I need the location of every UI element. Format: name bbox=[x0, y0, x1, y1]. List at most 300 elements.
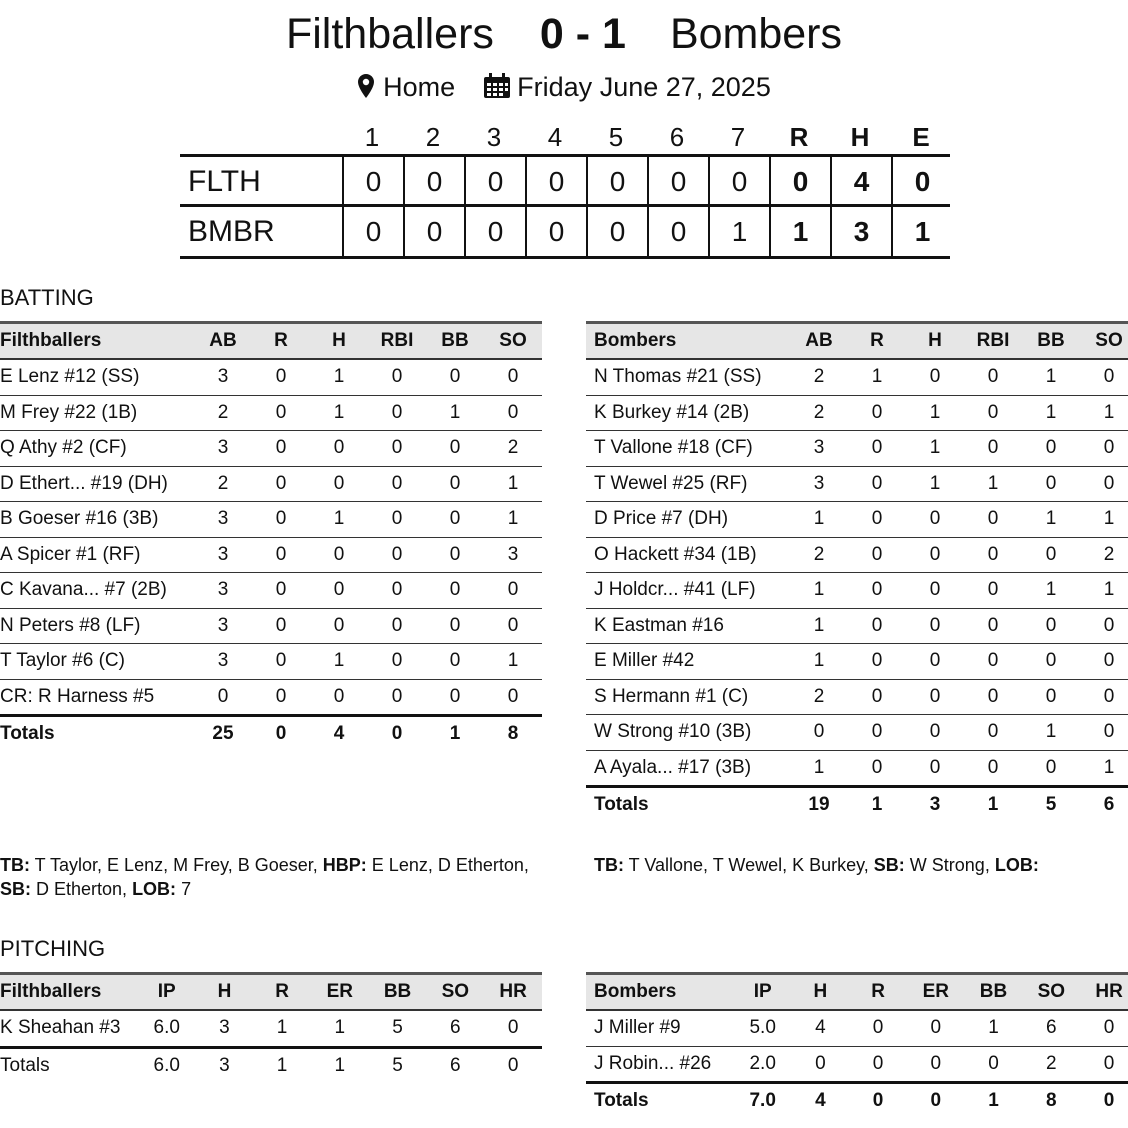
column-header: Bombers bbox=[586, 974, 734, 1011]
linescore-cell: 0 bbox=[342, 207, 403, 257]
stat-cell: 0 bbox=[906, 359, 964, 395]
stat-cell: 3 bbox=[790, 431, 848, 467]
stat-cell: 3 bbox=[194, 431, 252, 467]
totals-row bbox=[586, 787, 1128, 823]
table-row bbox=[0, 502, 542, 538]
totals-label: Totals bbox=[594, 1090, 649, 1112]
totals-cell: 1 bbox=[276, 1054, 288, 1076]
stat-cell: 0 bbox=[848, 715, 906, 751]
column-header: BB bbox=[965, 974, 1023, 1011]
stat-cell: 0 bbox=[964, 750, 1022, 787]
column-header: H bbox=[196, 974, 254, 1011]
stat-cell: 0 bbox=[1080, 644, 1128, 680]
table-row bbox=[586, 395, 1128, 431]
table-row bbox=[0, 1010, 542, 1047]
stat-cell: 1 bbox=[790, 573, 848, 609]
player-name: D Ethert... #19 (DH) bbox=[0, 466, 194, 502]
totals-cell: 1 bbox=[449, 723, 461, 745]
stat-cell: 3 bbox=[194, 537, 252, 573]
column-header: AB bbox=[194, 323, 252, 360]
totals-cell: 0 bbox=[507, 1054, 519, 1076]
stat-cell: 0 bbox=[964, 573, 1022, 609]
table-row bbox=[586, 715, 1128, 751]
stat-cell: 0 bbox=[426, 644, 484, 680]
column-header: H bbox=[792, 974, 850, 1011]
table-row bbox=[0, 466, 542, 502]
player-name: B Goeser #16 (3B) bbox=[0, 502, 194, 538]
stat-cell: 1 bbox=[426, 395, 484, 431]
linescore-bottom-rule bbox=[180, 256, 950, 259]
note-text: W Strong, bbox=[904, 855, 995, 875]
stat-cell: 0 bbox=[906, 537, 964, 573]
stat-cell: 3 bbox=[790, 466, 848, 502]
totals-cell: 5 bbox=[392, 1054, 403, 1076]
linescore-cell: 0 bbox=[586, 207, 647, 257]
stat-cell: 0 bbox=[368, 359, 426, 395]
stat-cell: 0 bbox=[848, 502, 906, 538]
stat-cell: 0 bbox=[848, 466, 906, 502]
totals-cell: 0 bbox=[872, 1090, 884, 1112]
column-header: BB bbox=[369, 974, 427, 1011]
stat-cell: 0 bbox=[426, 679, 484, 716]
stat-cell: 1 bbox=[1080, 750, 1128, 787]
stat-cell: 0 bbox=[368, 608, 426, 644]
linescore-team: FLTH bbox=[188, 165, 261, 198]
table-row bbox=[586, 1010, 1128, 1046]
stat-cell: 1 bbox=[1022, 573, 1080, 609]
linescore-header-2: 2 bbox=[425, 122, 441, 152]
linescore-cell: 0 bbox=[891, 157, 952, 207]
note-label: LOB: bbox=[994, 855, 1039, 875]
stat-cell: 0 bbox=[964, 502, 1022, 538]
note-label: TB: bbox=[0, 855, 30, 875]
stat-cell: 0 bbox=[252, 502, 310, 538]
linescore-cell: 1 bbox=[708, 207, 769, 257]
player-name: E Miller #42 bbox=[586, 644, 790, 680]
linescore-cell: 0 bbox=[769, 157, 830, 207]
stat-cell: 0 bbox=[310, 537, 368, 573]
stat-cell: 0 bbox=[252, 573, 310, 609]
totals-cell: 6 bbox=[450, 1054, 461, 1076]
linescore-cell: 1 bbox=[891, 207, 952, 257]
stat-cell: 6 bbox=[1022, 1010, 1080, 1046]
batting-notes-home bbox=[0, 853, 540, 901]
stat-cell: 1 bbox=[484, 502, 542, 538]
column-header: BB bbox=[1022, 323, 1080, 360]
linescore-cell: 0 bbox=[403, 207, 464, 257]
totals-cell: 1 bbox=[987, 794, 999, 816]
stat-cell: 2.0 bbox=[734, 1046, 792, 1083]
linescore-cell: 0 bbox=[586, 157, 647, 207]
column-header: R bbox=[253, 974, 311, 1011]
linescore-header-1: 1 bbox=[364, 122, 380, 152]
stat-cell: 0 bbox=[964, 431, 1022, 467]
totals-cell: 1 bbox=[871, 794, 883, 816]
stat-cell: 0 bbox=[906, 573, 964, 609]
batting-section-title: BATTING bbox=[0, 285, 94, 310]
player-name: N Peters #8 (LF) bbox=[0, 608, 194, 644]
linescore-header-4: 4 bbox=[547, 122, 563, 152]
stat-cell: 0 bbox=[848, 431, 906, 467]
stat-cell: 0 bbox=[1080, 1046, 1128, 1083]
stat-cell: 0 bbox=[849, 1010, 907, 1046]
stat-cell: 2 bbox=[484, 431, 542, 467]
column-header: SO bbox=[484, 323, 542, 360]
stat-cell: 2 bbox=[194, 395, 252, 431]
stat-cell: 0 bbox=[368, 537, 426, 573]
linescore-header-e: E bbox=[912, 122, 930, 152]
stat-cell: 0 bbox=[426, 608, 484, 644]
table-row bbox=[0, 608, 542, 644]
player-name: A Spicer #1 (RF) bbox=[0, 537, 194, 573]
table-row bbox=[586, 750, 1128, 787]
away-team-name: Bombers bbox=[669, 10, 843, 58]
stat-cell: 0 bbox=[368, 679, 426, 716]
column-header: IP bbox=[734, 974, 792, 1011]
stat-cell: 0 bbox=[790, 715, 848, 751]
player-name: T Vallone #18 (CF) bbox=[586, 431, 790, 467]
linescore-header-7: 7 bbox=[730, 122, 746, 152]
table-row bbox=[586, 502, 1128, 538]
totals-label: Totals bbox=[0, 723, 55, 745]
stat-cell: 0 bbox=[964, 608, 1022, 644]
stat-cell: 0 bbox=[252, 679, 310, 716]
stat-cell: 0 bbox=[426, 502, 484, 538]
stat-cell: 1 bbox=[484, 644, 542, 680]
batting-table-away bbox=[586, 321, 1128, 823]
stat-cell: 0 bbox=[1022, 644, 1080, 680]
stat-cell: 0 bbox=[848, 608, 906, 644]
linescore-cell: 0 bbox=[647, 207, 708, 257]
column-header: Filthballers bbox=[0, 974, 138, 1011]
stat-cell: 0 bbox=[906, 750, 964, 787]
linescore-cell: 0 bbox=[525, 157, 586, 207]
note-text: D Etherton, bbox=[31, 879, 133, 899]
player-name: M Frey #22 (1B) bbox=[0, 395, 194, 431]
stat-cell: 1 bbox=[906, 466, 964, 502]
stat-cell: 0 bbox=[964, 644, 1022, 680]
column-header: HR bbox=[1080, 974, 1128, 1011]
stat-cell: 2 bbox=[1080, 537, 1128, 573]
location-pin-icon bbox=[357, 73, 375, 106]
stat-cell: 2 bbox=[790, 359, 848, 395]
stat-cell: 0 bbox=[792, 1046, 850, 1083]
stat-cell: 0 bbox=[1022, 431, 1080, 467]
stat-cell: 0 bbox=[906, 502, 964, 538]
stat-cell: 0 bbox=[252, 395, 310, 431]
table-row bbox=[586, 1046, 1128, 1083]
stat-cell: 0 bbox=[426, 466, 484, 502]
linescore-header-r: R bbox=[789, 122, 809, 152]
stat-cell: 0 bbox=[1080, 679, 1128, 715]
line-score bbox=[180, 118, 950, 260]
linescore-cell: 0 bbox=[464, 207, 525, 257]
stat-cell: 0 bbox=[848, 679, 906, 715]
player-name: A Ayala... #17 (3B) bbox=[586, 750, 790, 787]
totals-cell: 25 bbox=[212, 723, 234, 745]
totals-cell: 6 bbox=[1103, 794, 1115, 816]
stat-cell: 1 bbox=[1022, 502, 1080, 538]
table-header-row bbox=[0, 974, 542, 1011]
linescore-team: BMBR bbox=[188, 215, 275, 248]
column-header: IP bbox=[138, 974, 196, 1011]
player-name: D Price #7 (DH) bbox=[586, 502, 790, 538]
stat-cell: 3 bbox=[484, 537, 542, 573]
stat-cell: 0 bbox=[906, 608, 964, 644]
player-name: C Kavana... #7 (2B) bbox=[0, 573, 194, 609]
stat-cell: 0 bbox=[368, 644, 426, 680]
stat-cell: 0 bbox=[484, 1010, 542, 1047]
column-header: Bombers bbox=[586, 323, 790, 360]
linescore-header-6: 6 bbox=[669, 122, 685, 152]
stat-cell: 1 bbox=[310, 502, 368, 538]
game-score: 0 - 1 bbox=[539, 10, 626, 58]
table-row bbox=[0, 395, 542, 431]
table-header-row bbox=[586, 323, 1128, 360]
stat-cell: 1 bbox=[310, 644, 368, 680]
note-label: TB: bbox=[594, 855, 624, 875]
stat-cell: 0 bbox=[964, 395, 1022, 431]
note-text: 7 bbox=[176, 879, 192, 899]
table-row bbox=[0, 537, 542, 573]
totals-row bbox=[586, 1083, 1128, 1119]
linescore-cell: 0 bbox=[342, 157, 403, 207]
stat-cell: 0 bbox=[906, 644, 964, 680]
stat-cell: 0 bbox=[368, 431, 426, 467]
totals-label: Totals bbox=[0, 1054, 50, 1076]
player-name: T Wewel #25 (RF) bbox=[586, 466, 790, 502]
linescore-cell: 1 bbox=[769, 207, 830, 257]
note-text: E Lenz, D Etherton, bbox=[366, 855, 529, 875]
stat-cell: 0 bbox=[1080, 466, 1128, 502]
player-name: K Burkey #14 (2B) bbox=[586, 395, 790, 431]
linescore-row bbox=[180, 154, 950, 207]
player-name: K Sheahan #3 bbox=[0, 1010, 138, 1047]
stat-cell: 0 bbox=[310, 466, 368, 502]
stat-cell: 0 bbox=[484, 679, 542, 716]
stat-cell: 0 bbox=[964, 715, 1022, 751]
stat-cell: 3 bbox=[194, 573, 252, 609]
column-header: AB bbox=[790, 323, 848, 360]
stat-cell: 6.0 bbox=[138, 1010, 196, 1047]
stat-cell: 0 bbox=[1080, 608, 1128, 644]
totals-cell: 0 bbox=[275, 723, 287, 745]
note-text: T Vallone, T Wewel, K Burkey, bbox=[624, 855, 874, 875]
stat-cell: 0 bbox=[1080, 431, 1128, 467]
totals-cell: 0 bbox=[391, 723, 403, 745]
stat-cell: 2 bbox=[790, 395, 848, 431]
stat-cell: 0 bbox=[194, 679, 252, 716]
stat-cell: 0 bbox=[484, 395, 542, 431]
stat-cell: 0 bbox=[252, 608, 310, 644]
player-name: J Miller #9 bbox=[586, 1010, 734, 1046]
stat-cell: 0 bbox=[964, 679, 1022, 715]
table-row bbox=[0, 679, 542, 716]
stat-cell: 0 bbox=[368, 395, 426, 431]
table-row bbox=[586, 679, 1128, 715]
stat-cell: 0 bbox=[484, 608, 542, 644]
stat-cell: 0 bbox=[906, 679, 964, 715]
player-name: CR: R Harness #5 bbox=[0, 679, 194, 716]
totals-row bbox=[0, 1047, 542, 1083]
stat-cell: 0 bbox=[1080, 359, 1128, 395]
stat-cell: 2 bbox=[1022, 1046, 1080, 1083]
stat-cell: 0 bbox=[310, 573, 368, 609]
stat-cell: 2 bbox=[194, 466, 252, 502]
linescore-cell: 4 bbox=[830, 157, 891, 207]
stat-cell: 5.0 bbox=[734, 1010, 792, 1046]
pitching-table-home bbox=[0, 972, 542, 1083]
game-meta bbox=[0, 72, 1128, 106]
stat-cell: 0 bbox=[484, 359, 542, 395]
stat-cell: 1 bbox=[790, 502, 848, 538]
stat-cell: 0 bbox=[252, 431, 310, 467]
stat-cell: 1 bbox=[1080, 502, 1128, 538]
stat-cell: 3 bbox=[196, 1010, 254, 1047]
column-header: R bbox=[848, 323, 906, 360]
column-header: BB bbox=[426, 323, 484, 360]
linescore-cell: 0 bbox=[647, 157, 708, 207]
stat-cell: 2 bbox=[790, 537, 848, 573]
stat-cell: 0 bbox=[965, 1046, 1023, 1083]
column-header: SO bbox=[426, 974, 484, 1011]
home-team-name: Filthballers bbox=[285, 10, 494, 58]
stat-cell: 3 bbox=[194, 359, 252, 395]
player-name: W Strong #10 (3B) bbox=[586, 715, 790, 751]
linescore-header-3: 3 bbox=[486, 122, 502, 152]
linescore-cell: 0 bbox=[708, 157, 769, 207]
table-header-row bbox=[586, 974, 1128, 1011]
note-label: SB: bbox=[0, 879, 31, 899]
stat-cell: 0 bbox=[368, 573, 426, 609]
column-header: H bbox=[310, 323, 368, 360]
stat-cell: 1 bbox=[906, 395, 964, 431]
stat-cell: 1 bbox=[790, 750, 848, 787]
totals-cell: 8 bbox=[507, 723, 519, 745]
totals-cell: 7.0 bbox=[749, 1090, 776, 1112]
stat-cell: 1 bbox=[1080, 573, 1128, 609]
table-header-row bbox=[0, 323, 542, 360]
stat-cell: 1 bbox=[310, 395, 368, 431]
game-date: Friday June 27, 2025 bbox=[517, 72, 771, 102]
stat-cell: 3 bbox=[194, 502, 252, 538]
game-title bbox=[0, 10, 1128, 59]
table-row bbox=[586, 537, 1128, 573]
column-header: ER bbox=[311, 974, 369, 1011]
table-row bbox=[0, 573, 542, 609]
column-header: ER bbox=[907, 974, 965, 1011]
stat-cell: 6 bbox=[426, 1010, 484, 1047]
stat-cell: 3 bbox=[194, 608, 252, 644]
stat-cell: 1 bbox=[906, 431, 964, 467]
stat-cell: 0 bbox=[252, 466, 310, 502]
player-name: T Taylor #6 (C) bbox=[0, 644, 194, 680]
player-name: J Holdcr... #41 (LF) bbox=[586, 573, 790, 609]
stat-cell: 0 bbox=[252, 644, 310, 680]
totals-cell: 19 bbox=[808, 794, 830, 816]
stat-cell: 0 bbox=[849, 1046, 907, 1083]
player-name: K Eastman #16 bbox=[586, 608, 790, 644]
stat-cell: 1 bbox=[1080, 395, 1128, 431]
totals-cell: 1 bbox=[988, 1090, 999, 1112]
totals-cell: 0 bbox=[1103, 1090, 1115, 1112]
column-header: SO bbox=[1080, 323, 1128, 360]
stat-cell: 0 bbox=[1022, 750, 1080, 787]
linescore-cell: 0 bbox=[403, 157, 464, 207]
stat-cell: 1 bbox=[1022, 359, 1080, 395]
batting-table-home bbox=[0, 321, 542, 752]
stat-cell: 0 bbox=[907, 1010, 965, 1046]
totals-cell: 1 bbox=[334, 1054, 346, 1076]
stat-cell: 4 bbox=[792, 1010, 850, 1046]
stat-cell: 1 bbox=[964, 466, 1022, 502]
stat-cell: 0 bbox=[252, 537, 310, 573]
linescore-cell: 3 bbox=[830, 207, 891, 257]
note-text: T Taylor, E Lenz, M Frey, B Goeser, bbox=[30, 855, 323, 875]
stat-cell: 5 bbox=[369, 1010, 427, 1047]
table-row bbox=[586, 573, 1128, 609]
totals-row bbox=[0, 716, 542, 752]
totals-cell: 3 bbox=[929, 794, 941, 816]
table-row bbox=[0, 431, 542, 467]
calendar-icon bbox=[483, 73, 511, 106]
player-name: E Lenz #12 (SS) bbox=[0, 359, 194, 395]
column-header: SO bbox=[1022, 974, 1080, 1011]
column-header: RBI bbox=[964, 323, 1022, 360]
totals-cell: 5 bbox=[1045, 794, 1057, 816]
note-label: LOB: bbox=[132, 879, 177, 899]
column-header: R bbox=[252, 323, 310, 360]
stat-cell: 1 bbox=[1022, 395, 1080, 431]
stat-cell: 1 bbox=[484, 466, 542, 502]
stat-cell: 0 bbox=[848, 573, 906, 609]
table-row bbox=[586, 644, 1128, 680]
stat-cell: 0 bbox=[848, 537, 906, 573]
column-header: H bbox=[906, 323, 964, 360]
totals-cell: 4 bbox=[815, 1090, 826, 1112]
batting-notes-away bbox=[594, 853, 1128, 877]
stat-cell: 1 bbox=[848, 359, 906, 395]
stat-cell: 0 bbox=[426, 431, 484, 467]
totals-cell: 6.0 bbox=[153, 1054, 180, 1076]
table-row bbox=[586, 359, 1128, 395]
stat-cell: 0 bbox=[426, 573, 484, 609]
player-name: Q Athy #2 (CF) bbox=[0, 431, 194, 467]
table-row bbox=[0, 644, 542, 680]
player-name: O Hackett #34 (1B) bbox=[586, 537, 790, 573]
totals-cell: 8 bbox=[1046, 1090, 1057, 1112]
stat-cell: 0 bbox=[964, 359, 1022, 395]
stat-cell: 0 bbox=[1080, 715, 1128, 751]
linescore-header-h: H bbox=[850, 122, 870, 152]
table-row bbox=[586, 431, 1128, 467]
stat-cell: 1 bbox=[310, 359, 368, 395]
column-header: Filthballers bbox=[0, 323, 194, 360]
column-header: R bbox=[849, 974, 907, 1011]
stat-cell: 0 bbox=[848, 644, 906, 680]
stat-cell: 0 bbox=[310, 608, 368, 644]
stat-cell: 1 bbox=[965, 1010, 1023, 1046]
stat-cell: 0 bbox=[1022, 537, 1080, 573]
linescore-cell: 0 bbox=[464, 157, 525, 207]
stat-cell: 0 bbox=[907, 1046, 965, 1083]
stat-cell: 0 bbox=[1022, 608, 1080, 644]
stat-cell: 0 bbox=[310, 431, 368, 467]
table-row bbox=[0, 359, 542, 395]
player-name: J Robin... #26 bbox=[586, 1046, 734, 1083]
stat-cell: 0 bbox=[1022, 466, 1080, 502]
stat-cell: 1 bbox=[253, 1010, 311, 1047]
